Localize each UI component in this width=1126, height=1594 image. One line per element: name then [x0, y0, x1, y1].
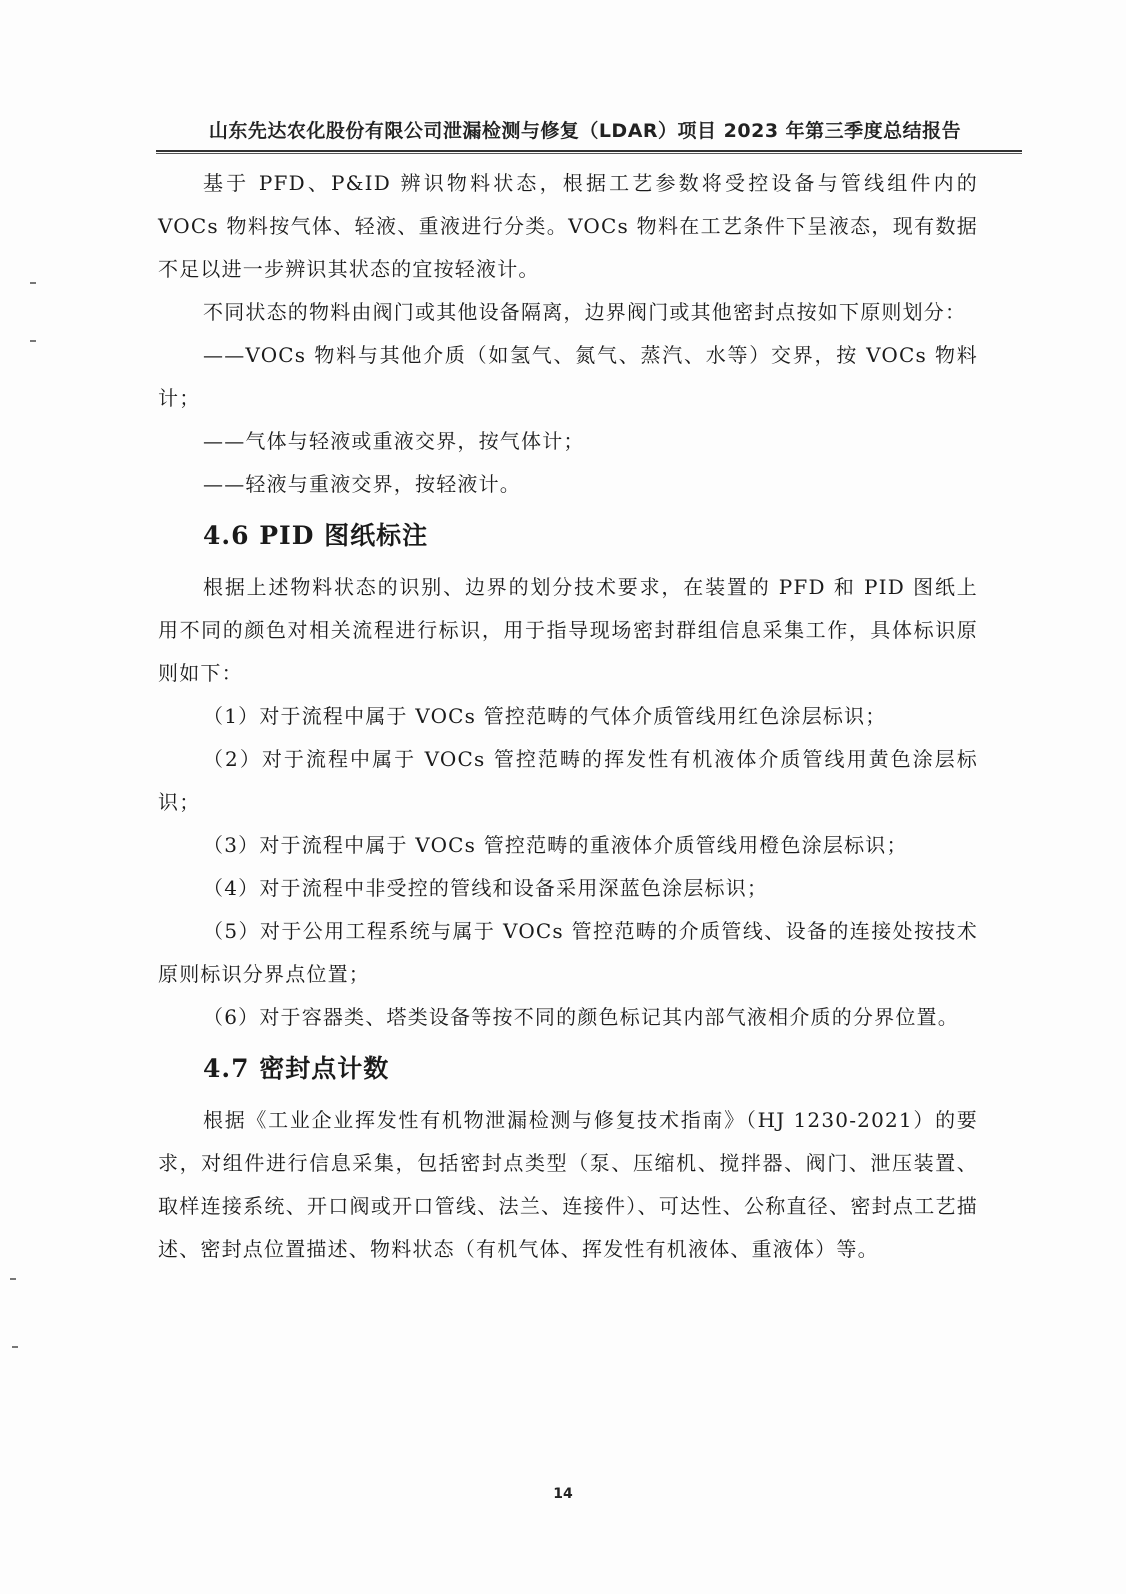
running-header: 山东先达农化股份有限公司泄漏检测与修复（LDAR）项目 2023 年第三季度总结报告: [208, 120, 962, 142]
scan-artifact: [30, 340, 36, 342]
list-item: （2）对于流程中属于 VOCs 管控范畴的挥发性有机液体介质管线用黄色涂层标识；: [158, 747, 978, 814]
paragraph-material-classification: 基于 PFD、P&ID 辨识物料状态，根据工艺参数将受控设备与管线组件内的 VOCs 物料按气体、轻液、重液进行分类。VOCs 物料在工艺条件下呈液态，现有数据不足以进一步辨识其状态的宜按轻液计。: [158, 171, 978, 281]
paragraph-seal-point-count: 根据《工业企业挥发性有机物泄漏检测与修复技术指南》（HJ 1230-2021）的要求，对组件进行信息采集，包括密封点类型（泵、压缩机、搅拌器、阀门、泄压装置、取样连接系统、开口阀或开口管线、法兰、连接件）、可达性、公称直径、密封点工艺描述、密封点位置描述、物料状态（有机气体、挥发性有机液体、重液体）等。: [158, 1108, 978, 1261]
body-content: [158, 162, 978, 1271]
scan-artifact: [30, 282, 36, 284]
rule-item: ——气体与轻液或重液交界，按气体计；: [203, 429, 585, 453]
header-rule-thin: [156, 153, 1022, 154]
header-rule: [156, 150, 1022, 152]
list-item: （5）对于公用工程系统与属于 VOCs 管控范畴的介质管线、设备的连接处按技术原则标识分界点位置；: [158, 919, 978, 986]
rule-item: ——VOCs 物料与其他介质（如氢气、氮气、蒸汽、水等）交界，按 VOCs 物料计；: [158, 343, 978, 410]
list-item: （1）对于流程中属于 VOCs 管控范畴的气体介质管线用红色涂层标识；: [203, 704, 887, 728]
list-item: （4）对于流程中非受控的管线和设备采用深蓝色涂层标识；: [203, 876, 769, 900]
section-heading-4-6: 4.6 PID 图纸标注: [203, 521, 429, 550]
scan-artifact: [10, 1278, 16, 1280]
rule-item: ——轻液与重液交界，按轻液计。: [203, 472, 521, 496]
list-item: （6）对于容器类、塔类设备等按不同的颜色标记其内部气液相介质的分界位置。: [203, 1005, 959, 1029]
paragraph-boundary-division: 不同状态的物料由阀门或其他设备隔离，边界阀门或其他密封点按如下原则划分：: [203, 300, 967, 324]
paragraph-pid-intro: 根据上述物料状态的识别、边界的划分技术要求，在装置的 PFD 和 PID 图纸上用不同的颜色对相关流程进行标识，用于指导现场密封群组信息采集工作，具体标识原则如下：: [158, 575, 978, 685]
page-number: 14: [553, 1486, 573, 1502]
scan-artifact: [12, 1346, 18, 1348]
list-item: （3）对于流程中属于 VOCs 管控范畴的重液体介质管线用橙色涂层标识；: [203, 833, 908, 857]
section-heading-4-7: 4.7 密封点计数: [203, 1054, 390, 1083]
